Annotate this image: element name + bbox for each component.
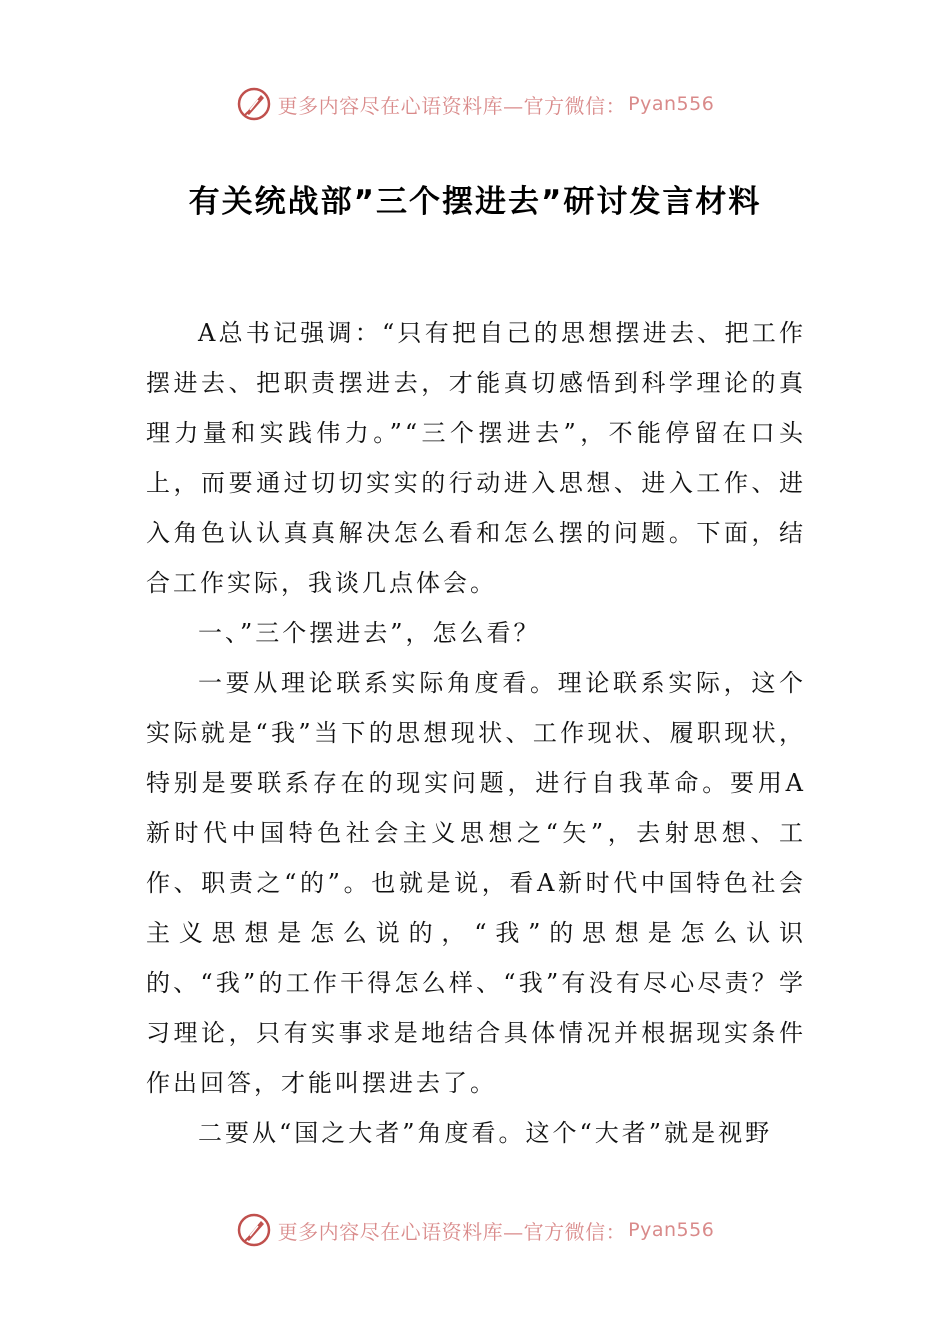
watermark-wechat-id: Pyan556 (628, 1219, 715, 1241)
quill-logo-icon (236, 1212, 272, 1248)
watermark-text: 更多内容尽在心语资料库—官方微信： (277, 1219, 627, 1244)
quill-logo-icon (236, 86, 272, 122)
body-paragraph: 二要从“国之大者”角度看。这个“大者”就是视野 (198, 1119, 773, 1147)
watermark-text: 更多内容尽在心语资料库—官方微信： (277, 93, 627, 118)
body-paragraph: A总书记强调：“只有把自己的思想摆进去、把工作摆进去、把职责摆进去，才能真切感悟到科学理论的真理力量和实践伟力。”“三个摆进去”，不能停留在口头上，而要通过切切实实的行动进入思想、进入工作、进入角色认认真真解决怎么看和怎么摆的问题。下面，结合工作实际，我谈几点体会。 (146, 319, 806, 597)
watermark-wechat-id: Pyan556 (628, 93, 715, 115)
header-watermark (0, 84, 950, 124)
section-heading: 一、”三个摆进去”，怎么看？ (198, 619, 541, 647)
body-paragraph: 一要从理论联系实际角度看。理论联系实际，这个实际就是“我”当下的思想现状、工作现状、履职现状，特别是要联系存在的现实问题，进行自我革命。要用A新时代中国特色社会主义思想之“矢”，去射思想、工作、职责之“的”。也就是说，看A新时代中国特色社会主义思想是怎么说的，“我”的思想是怎么认识的、“我”的工作干得怎么样、“我”有没有尽心尽责？学习理论，只有实事求是地结合具体情况并根据现实条件作出回答，才能叫摆进去了。 (146, 669, 806, 1097)
document-body (146, 308, 806, 1158)
document-title: 有关统战部”三个摆进去”研讨发言材料 (188, 184, 762, 220)
footer-watermark (0, 1210, 950, 1250)
